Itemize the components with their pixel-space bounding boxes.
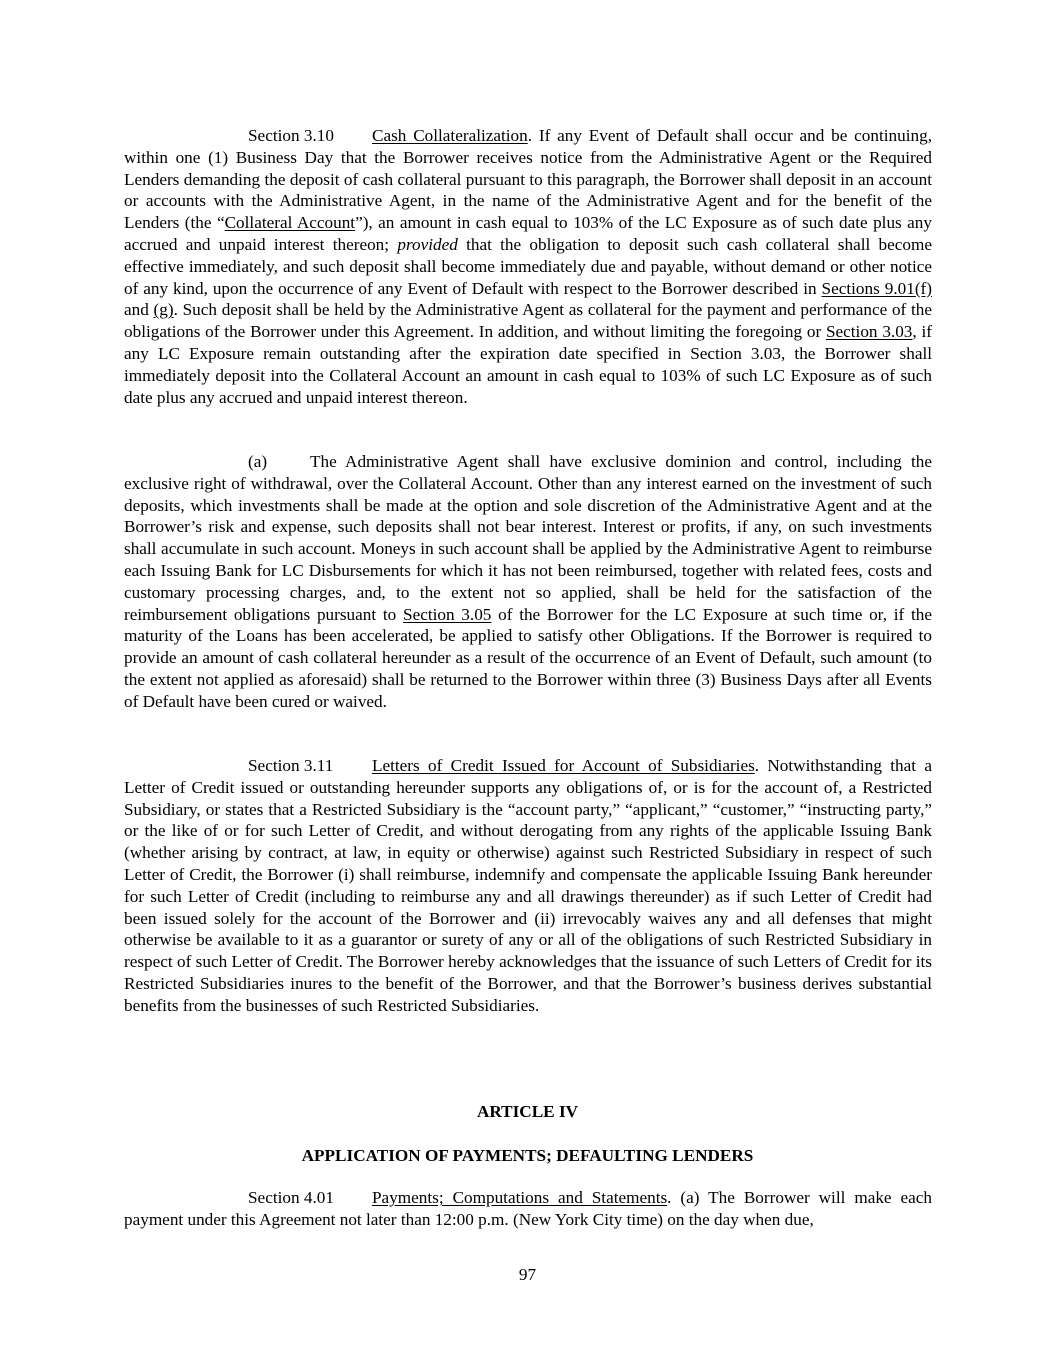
section-title: Letters of Credit Issued for Account of Subsidiaries bbox=[372, 756, 755, 775]
section-title: Cash Collateralization bbox=[372, 126, 528, 145]
section-number: Section 3.10 bbox=[248, 126, 334, 145]
body-text: . Such deposit shall be held by the Administrative Agent as collateral for the payment and performance of the obligations of the Borrower under this Agreement. In addition, and without limiting the foregoing or bbox=[124, 300, 932, 342]
section-3-10-paragraph bbox=[124, 125, 932, 408]
cross-reference: (g) bbox=[153, 300, 174, 320]
article-title: APPLICATION OF PAYMENTS; DEFAULTING LENDERS bbox=[301, 1146, 754, 1165]
emphasized-term: provided bbox=[397, 234, 458, 254]
body-text: . If any Event of Default shall occur and be continuing, within one (1) Business Day that the Borrower receives notice from the Administrative Agent or the Required Lenders demanding the deposit of cash collateral pursuant to this paragraph, the Borrower shall deposit in an account or accounts with the Administrative Agent, in the name of the Administrative Agent and for the benefit of the Lenders (the “ bbox=[124, 126, 932, 233]
page-number: 97 bbox=[518, 1265, 537, 1284]
cross-reference: Section 3.05 bbox=[403, 604, 492, 624]
body-text: The Administrative Agent shall have exclusive dominion and control, including the exclusive right of withdrawal, over the Collateral Account. Other than any interest earned on the investment of such deposits, which investments shall be made at the option and sole discretion of the Administrative Agent and at the Borrower’s risk and expense, such deposits shall not bear interest. Interest or profits, if any, on such investments shall accumulate in such account. Moneys in such account shall be applied by the Administrative Agent to reimburse each Issuing Bank for LC Disbursements for which it has not been reimbursed, together with related fees, costs and customary processing charges, and, to the extent not so applied, shall be held for the satisfaction of the reimbursement obligations pursuant to bbox=[124, 452, 932, 624]
body-text: , if any LC Exposure remain outstanding after the expiration date specified in Section 3.03, the Borrower shall immediately deposit into the Collateral Account an amount in cash equal to 103% of such LC Exposure as of such date plus any accrued and unpaid interest thereon. bbox=[124, 322, 932, 407]
section-title: Payments; Computations and Statements bbox=[372, 1188, 668, 1207]
body-text: . Notwithstanding that a Letter of Credit issued or outstanding hereunder supports any obligations of, or is for the account of, a Restricted Subsidiary, or states that a Restricted Subsidiary is the “account party,” “applicant,” “customer,” “instructing party,” or the like of or for such Letter of Credit, and without derogating from any rights of the applicable Issuing Bank (whether arising by contract, at law, in equity or otherwise) against such Restricted Subsidiary in respect of such Letter of Credit, the Borrower (i) shall reimburse, indemnify and compensate the applicable Issuing Bank hereunder for such Letter of Credit (including to reimburse any and all drawings thereunder) as if such Letter of Credit had been issued solely for the account of the Borrower and (ii) irrevocably waives any and all defenses that might otherwise be available to it as a guarantor or surety of any or all of the obligations of such Restricted Subsidiary in respect of such Letter of Credit. The Borrower hereby acknowledges that the issuance of such Letters of Credit for its Restricted Subsidiaries inures to the benefit of the Borrower, and that the Borrower’s business derives substantial benefits from the businesses of such Restricted Subsidiaries. bbox=[124, 756, 933, 1015]
body-text: and bbox=[124, 300, 154, 320]
cross-reference: Section 3.03 bbox=[825, 322, 913, 342]
section-4-01-paragraph bbox=[124, 1187, 932, 1231]
section-number: Section 4.01 bbox=[248, 1188, 334, 1207]
subparagraph-a bbox=[124, 451, 932, 713]
body-text: ”), an amount in cash equal to 103% of the LC Exposure as of such date plus any accrued and unpaid interest thereon; bbox=[124, 213, 932, 254]
body-text: that the obligation to deposit such cash collateral shall become effective immediately, and such deposit shall become immediately due and payable, without demand or other notice of any kind, upon the occurrence of any Event of Default with respect to the Borrower described in bbox=[124, 234, 932, 298]
subparagraph-label: (a) bbox=[248, 452, 268, 471]
section-number: Section 3.11 bbox=[248, 756, 334, 775]
body-text: . (a) The Borrower will make each payment under this Agreement not later than 12:00 p.m. (New York City time) on the day when due, bbox=[124, 1188, 932, 1229]
cross-reference: Sections 9.01(f) bbox=[821, 278, 932, 298]
body-text: of the Borrower for the LC Exposure at such time or, if the maturity of the Loans has been accelerated, be applied to satisfy other Obligations. If the Borrower is required to provide an amount of cash collateral hereunder as a result of the occurrence of an Event of Default, such amount (to the extent not applied as aforesaid) shall be returned to the Borrower within three (3) Business Days after all Events of Default have been cured or waived. bbox=[124, 604, 932, 711]
defined-term: Collateral Account bbox=[224, 213, 356, 233]
article-number: ARTICLE IV bbox=[476, 1102, 579, 1121]
section-3-11-paragraph bbox=[124, 755, 932, 1017]
